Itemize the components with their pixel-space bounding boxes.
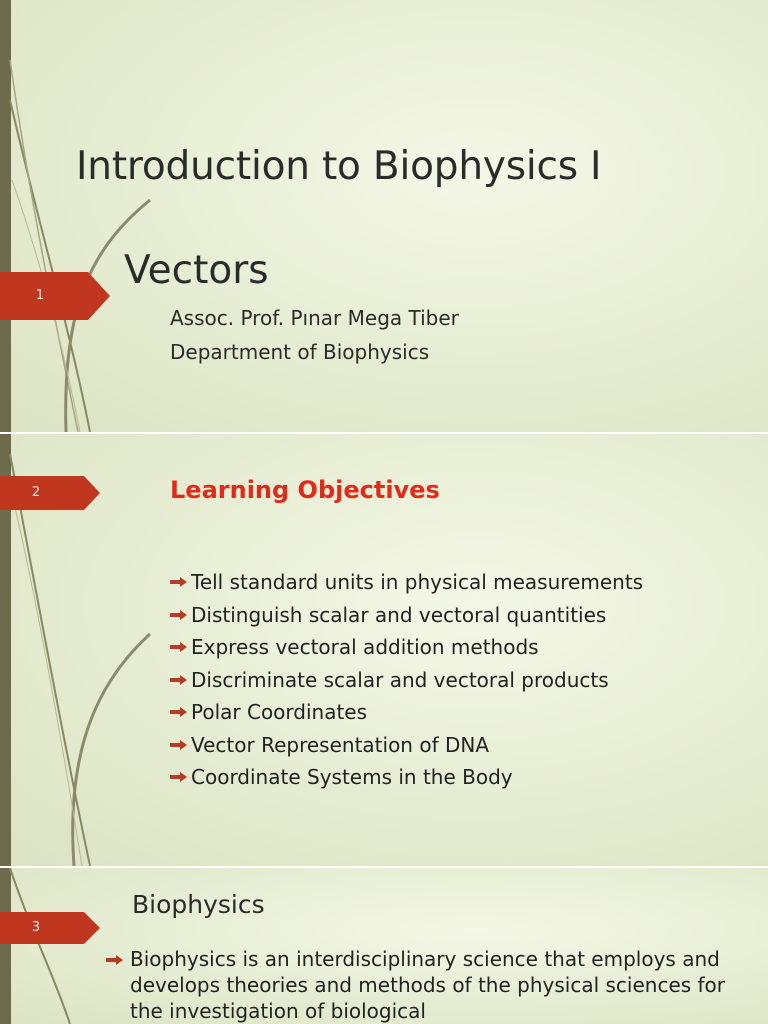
paragraph-text: Biophysics is an interdisciplinary science that employs and develops theories and methods of the physical sciences for the investigation of biological [130,947,726,1023]
bullet-arrow-icon [170,707,187,717]
list-item-text: Tell standard units in physical measurements [191,570,644,595]
slide-1 [0,0,768,432]
bullet-arrow-icon [106,955,123,965]
list-item [170,761,643,794]
bullet-arrow-icon [170,610,187,620]
biophysics-heading: Biophysics [132,890,265,919]
bullet-arrow-icon [170,740,187,750]
department-name: Department of Biophysics [170,340,430,364]
list-item-text: Coordinate Systems in the Body [191,765,513,790]
bullet-arrow-icon [170,675,187,685]
author-name: Assoc. Prof. Pınar Mega Tiber [170,306,459,330]
slide-number: 3 [31,920,41,935]
list-item [170,599,643,632]
list-item-text: Distinguish scalar and vectoral quantities [191,602,607,627]
slide-title: Introduction to Biophysics I [76,144,602,189]
bullet-arrow-icon [170,772,187,782]
list-item-text: Express vectoral addition methods [191,635,539,660]
slide-subtitle: Vectors [124,248,269,293]
bullet-arrow-icon [170,642,187,652]
biophysics-paragraph [106,946,726,1024]
list-item-text: Polar Coordinates [191,700,368,725]
bullet-arrow-icon [170,577,187,587]
slide-separator [0,432,768,434]
slide-separator [0,866,768,868]
list-item [170,729,643,762]
decorative-swoosh [0,0,160,432]
list-item-text: Discriminate scalar and vectoral products [191,667,609,692]
list-item [170,566,643,599]
list-item-text: Vector Representation of DNA [191,732,490,757]
list-item [170,664,643,697]
objectives-list [170,566,643,794]
list-item [170,631,643,664]
list-item [170,696,643,729]
slide-number: 2 [31,485,41,500]
slide-number: 1 [35,288,45,303]
learning-objectives-heading: Learning Objectives [170,476,440,504]
